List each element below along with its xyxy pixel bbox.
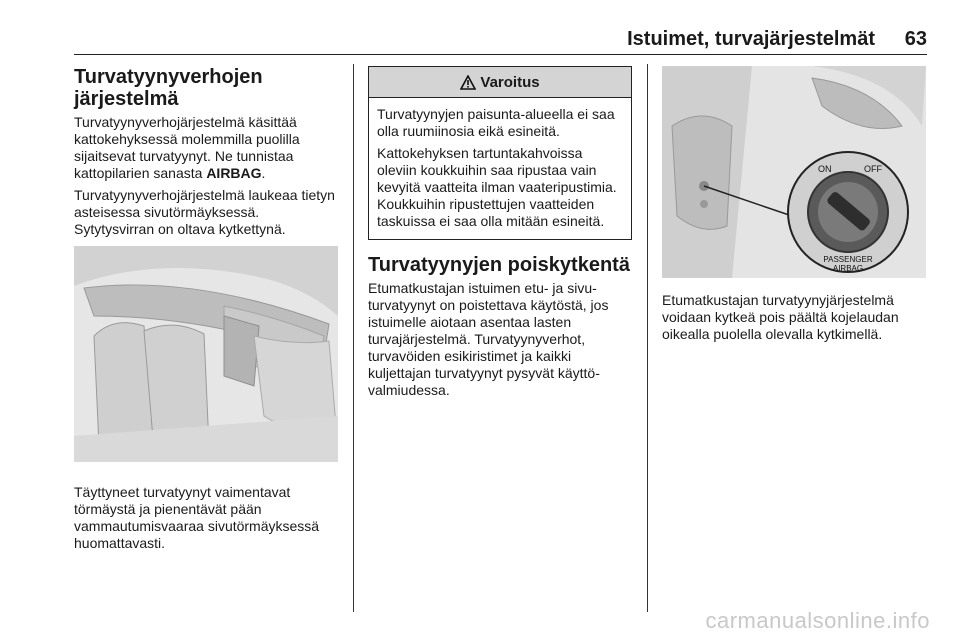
airbag-deactivation-paragraph: Etumatkustajan istuimen etu- ja sivuturvatyynyt on poistettava käytöstä, jos istuimelle aiotaan asentaa lasten turvajärjestelmä. Turvatyynyverhot, turvavöiden esikiristimet ja kaikki kuljettajan turvatyynyt pysyvät käyttövalmiudessa. [368, 280, 609, 398]
illustration-caption: Täyttyneet turvatyynyt vaimentavat törmäystä ja pienentävät pään vammautumisvaaraa sivutörmäyksessä huomattavasti. [74, 484, 320, 551]
page-header [74, 28, 927, 55]
curtain-airbag-illustration [74, 246, 338, 462]
column-middle [368, 66, 632, 404]
paragraph-end: . [261, 165, 266, 181]
section-title: Istuimet, turvajärjestelmät [627, 28, 875, 50]
column-divider [353, 64, 354, 612]
airbag-deactivation-heading: Turvatyynyjen poiskytkentä [368, 254, 630, 276]
warning-header [369, 67, 631, 98]
paragraph-text: Turvatyynyverhojärjestelmä käsittää kattokehyksessä molemmilla puolilla sijaitsevat turvatyynyt. Ne tunnistaa kattopilarien sanasta [74, 114, 300, 181]
column-right [662, 66, 926, 348]
warning-title: Varoitus [480, 73, 540, 91]
airbag-label: AIRBAG [206, 165, 262, 181]
switch-on-label: ON [818, 164, 832, 174]
page-number: 63 [904, 28, 927, 50]
warning-body [369, 98, 631, 239]
warning-box [368, 66, 632, 240]
warning-paragraph-1: Turvatyynyjen paisunta-alueella ei saa olla ruumiinosia eikä esineitä. [377, 106, 615, 139]
switch-label-passenger: PASSENGER [823, 255, 873, 264]
airbag-switch-image [662, 66, 926, 278]
column-left [74, 66, 340, 557]
column-divider [647, 64, 648, 612]
switch-off-label: OFF [864, 164, 882, 174]
watermark: carmanualsonline.info [705, 608, 930, 633]
switch-label-airbag: AIRBAG [832, 264, 864, 273]
switch-caption: Etumatkustajan turvatyynyjärjestelmä voidaan kytkeä pois päältä kojelaudan oikealla puolella olevalla kytkimellä. [662, 292, 899, 342]
curtain-airbag-heading: Turvatyynyverhojen järjestelmä [74, 66, 263, 110]
warning-paragraph-2: Kattokehyksen tartuntakahvoissa oleviin koukkuihin saa ripustaa vain kevyitä vaatteita ilman vaateripustimia. Koukkuihin ripustettujen vaatteiden taskuissa ei saa olla mitään esineitä. [377, 145, 617, 229]
curtain-airbag-paragraph-1 [74, 114, 340, 182]
curtain-airbag-paragraph-2: Turvatyynyverhojärjestelmä laukeaa tietyn asteisessa sivutörmäyksessä. Sytytysvirran on oltava kytkettynä. [74, 187, 335, 237]
warning-icon [460, 75, 476, 90]
car-interior-image [74, 246, 338, 462]
airbag-switch-illustration [662, 66, 926, 278]
